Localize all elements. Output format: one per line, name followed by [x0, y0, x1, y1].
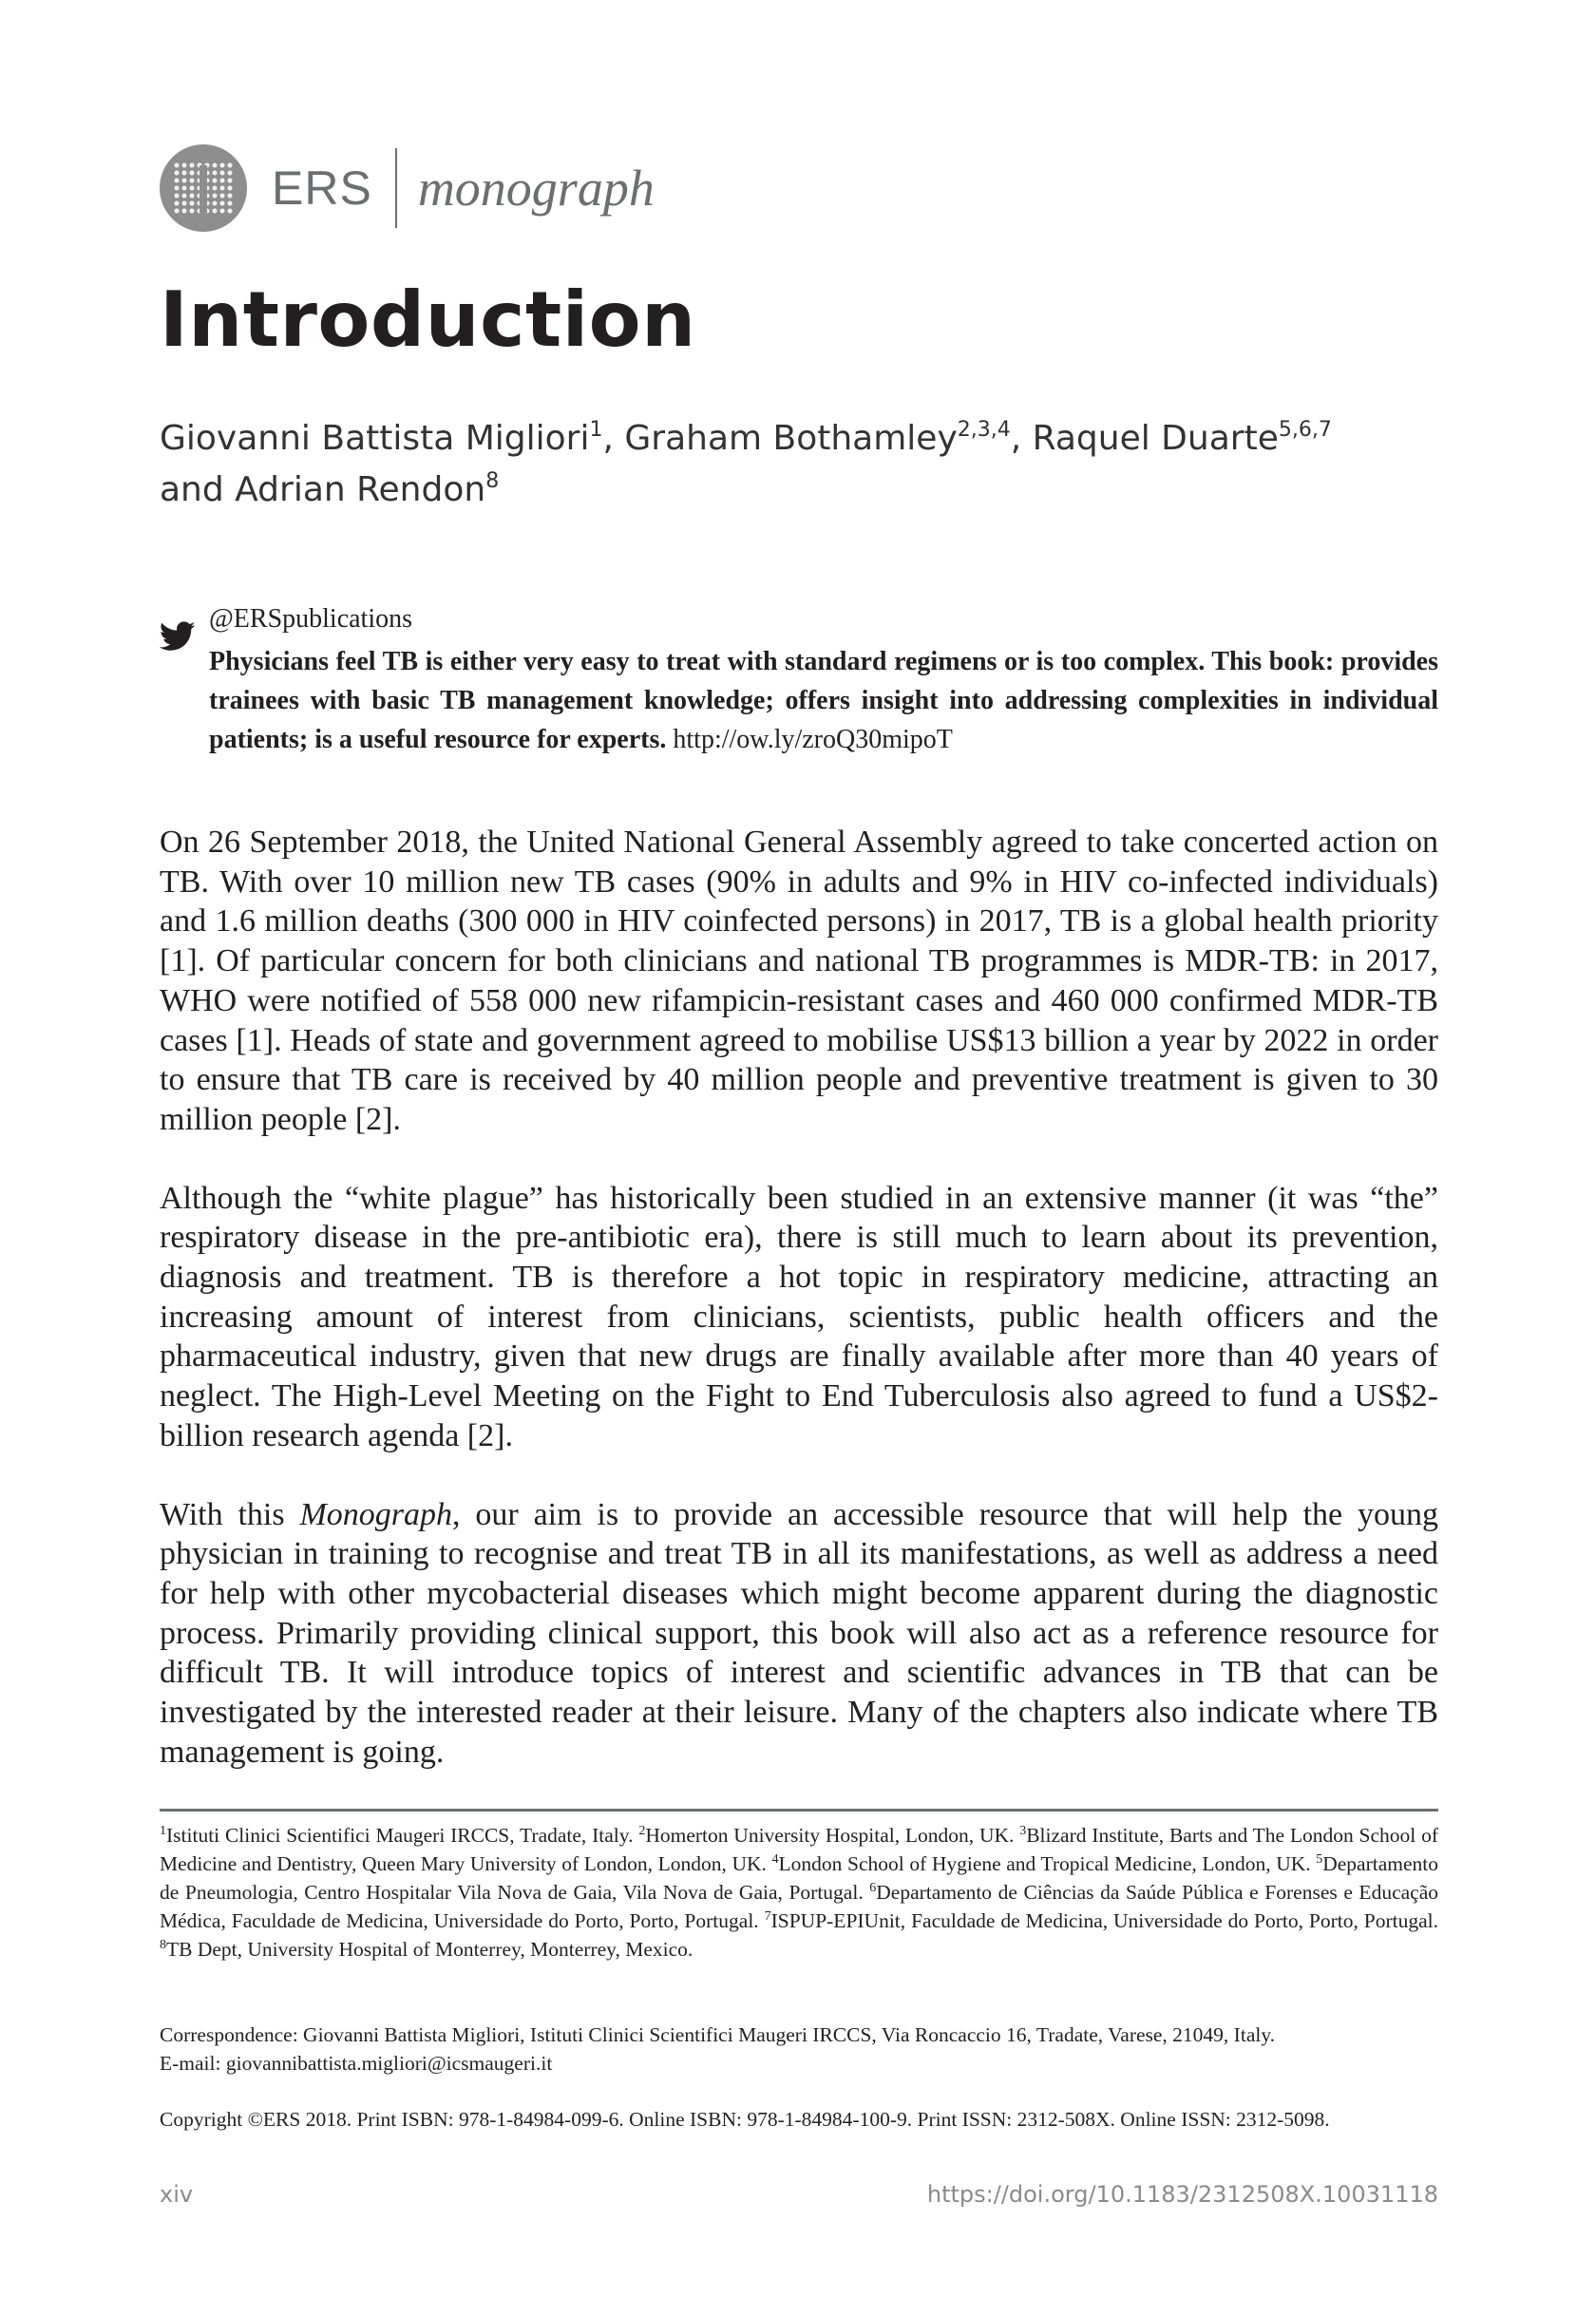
affiliation-text: Istituti Clinici Scientifici Maugeri IRCCS, Tradate, Italy.: [166, 1824, 639, 1847]
affiliation-text: ISPUP-EPIUnit, Faculdade de Medicina, Universidade do Porto, Porto, Portugal.: [770, 1909, 1438, 1932]
footnote-divider: [160, 1809, 1438, 1812]
affiliation-text: Departamento de Pneumologia, Centro Hospitalar Vila Nova de Gaia, Vila Nova de Gaia, Portugal.: [160, 1852, 1439, 1904]
paragraph-italic-text: Monograph: [299, 1496, 453, 1532]
author-name: Raquel Duarte: [1032, 419, 1279, 458]
affiliation-text: Departamento de Ciências da Saúde Pública e Forenses e Educação Médica, Faculdade de Medicina, Universidade do Porto, Porto, Portugal.: [160, 1881, 1438, 1932]
tweet-bold-text: Physicians feel TB is either very easy to treat with standard regimens or is too complex. This book: provides trainees with basic TB management knowledge; offers insight into addressing complexities in individual patients; is a useful resource for experts.: [209, 647, 1438, 754]
affiliation-text: Homerton University Hospital, London, UK.: [645, 1824, 1020, 1847]
author-affiliation-ref: 8: [485, 469, 500, 493]
affiliation-number: 7: [764, 1909, 771, 1924]
author-separator: and: [160, 470, 236, 509]
author-separator: ,: [1010, 419, 1033, 458]
page-footer: [160, 2181, 1438, 2208]
paragraph-text: , our aim is to provide an accessible resource that will help the young physician in training to recognise and treat TB in all its manifestations, as well as address a need for help with other mycobacterial diseases which might become apparent during the diagnostic process. Primarily providing clinical support, this book will also act as a reference resource for difficult TB. It will introduce topics of interest and scientific advances in TB that can be investigated by the interested reader at their leisure. Many of the chapters also indicate where TB management is going.: [160, 1496, 1438, 1770]
correspondence-email: E-mail: giovannibattista.migliori@icsmaugeri.it: [160, 2052, 553, 2075]
affiliation-number: 8: [160, 1938, 166, 1952]
affiliation-text: Blizard Institute, Barts and The London School of Medicine and Dentistry, Queen Mary University of London, London, UK.: [160, 1824, 1438, 1875]
brand-monograph-label: monograph: [417, 160, 655, 217]
author-name: Adrian Rendon: [235, 470, 486, 509]
paragraph-text: With this: [160, 1496, 300, 1532]
affiliation-number: 4: [771, 1852, 779, 1867]
brand-divider: [395, 148, 397, 228]
author-affiliation-ref: 1: [589, 418, 603, 442]
author-name: Giovanni Battista Migliori: [160, 419, 590, 458]
page-title: Introduction: [160, 275, 696, 364]
tweet-link[interactable]: http://ow.ly/zroQ30mipoT: [673, 725, 953, 754]
brand-ers-label: ERS: [272, 161, 372, 215]
affiliation-number: 5: [1316, 1852, 1323, 1867]
author-affiliation-ref: 2,3,4: [957, 418, 1011, 442]
page: [160, 0, 1438, 2315]
page-number: xiv: [160, 2181, 194, 2208]
affiliation-number: 3: [1019, 1824, 1027, 1838]
doi-link[interactable]: https://doi.org/10.1183/2312508X.10031118: [926, 2181, 1438, 2208]
body-paragraph: On 26 September 2018, the United National General Assembly agreed to take concerted action on TB. With over 10 million new TB cases (90% in adults and 9% in HIV co-infected individuals) and 1.6 million deaths (300 000 in HIV coinfected persons) in 2017, TB is a global health priority [1]. Of particular concern for both clinicians and national TB programmes is MDR-TB: in 2017, WHO were notified of 558 000 new rifampicin-resistant cases and 460 000 confirmed MDR-TB cases [1]. Heads of state and government agreed to mobilise US$13 billion a year by 2022 in order to ensure that TB care is received by 40 million people and preventive treatment is given to 30 million people [2].: [160, 825, 1438, 1137]
author-affiliation-ref: 5,6,7: [1278, 418, 1332, 442]
affiliation-number: 2: [638, 1824, 646, 1838]
author-list: [160, 413, 1438, 516]
affiliation-number: 6: [869, 1881, 877, 1895]
tweet-text: [209, 642, 1438, 759]
ers-lungs-logo-icon: [160, 144, 247, 232]
ers-monograph-brand: [160, 144, 655, 232]
article-body: [160, 823, 1438, 1811]
copyright-notice: Copyright ©ERS 2018. Print ISBN: 978-1-84984-099-6. Online ISBN: 978-1-84984-100-9. Print ISSN: 2312-508X. Online ISSN: 2312-5098.: [160, 2108, 1330, 2131]
body-paragraph: Although the “white plague” has historically been studied in an extensive manner (it was “the” respiratory disease in the pre-antibiotic era), there is still much to learn about its prevention, diagnosis and treatment. TB is therefore a hot topic in respiratory medicine, attracting an increasing amount of interest from clinicians, scientists, public health officers and the pharmaceutical industry, given that new drugs are finally available after more than 40 years of neglect. The High-Level Meeting on the Fight to End Tuberculosis also agreed to fund a US$2-billion research agenda [2].: [160, 1180, 1438, 1453]
affiliation-number: 1: [160, 1824, 166, 1838]
tweet-handle: @ERSpublications: [209, 604, 413, 634]
affiliations: [160, 1821, 1438, 1964]
correspondence-address: Correspondence: Giovanni Battista Migliori, Istituti Clinici Scientifici Maugeri IRCCS, Via Roncaccio 16, Tradate, Varese, 21049, Italy.: [160, 2023, 1276, 2046]
twitter-bird-icon: [160, 621, 196, 652]
author-name: Graham Bothamley: [624, 419, 958, 458]
body-paragraph: [160, 1495, 1438, 1773]
affiliation-text: London School of Hygiene and Tropical Medicine, London, UK.: [778, 1852, 1317, 1875]
author-separator: ,: [602, 419, 625, 458]
affiliation-text: TB Dept, University Hospital of Monterrey, Monterrey, Mexico.: [166, 1938, 694, 1961]
correspondence: [160, 2021, 1438, 2078]
